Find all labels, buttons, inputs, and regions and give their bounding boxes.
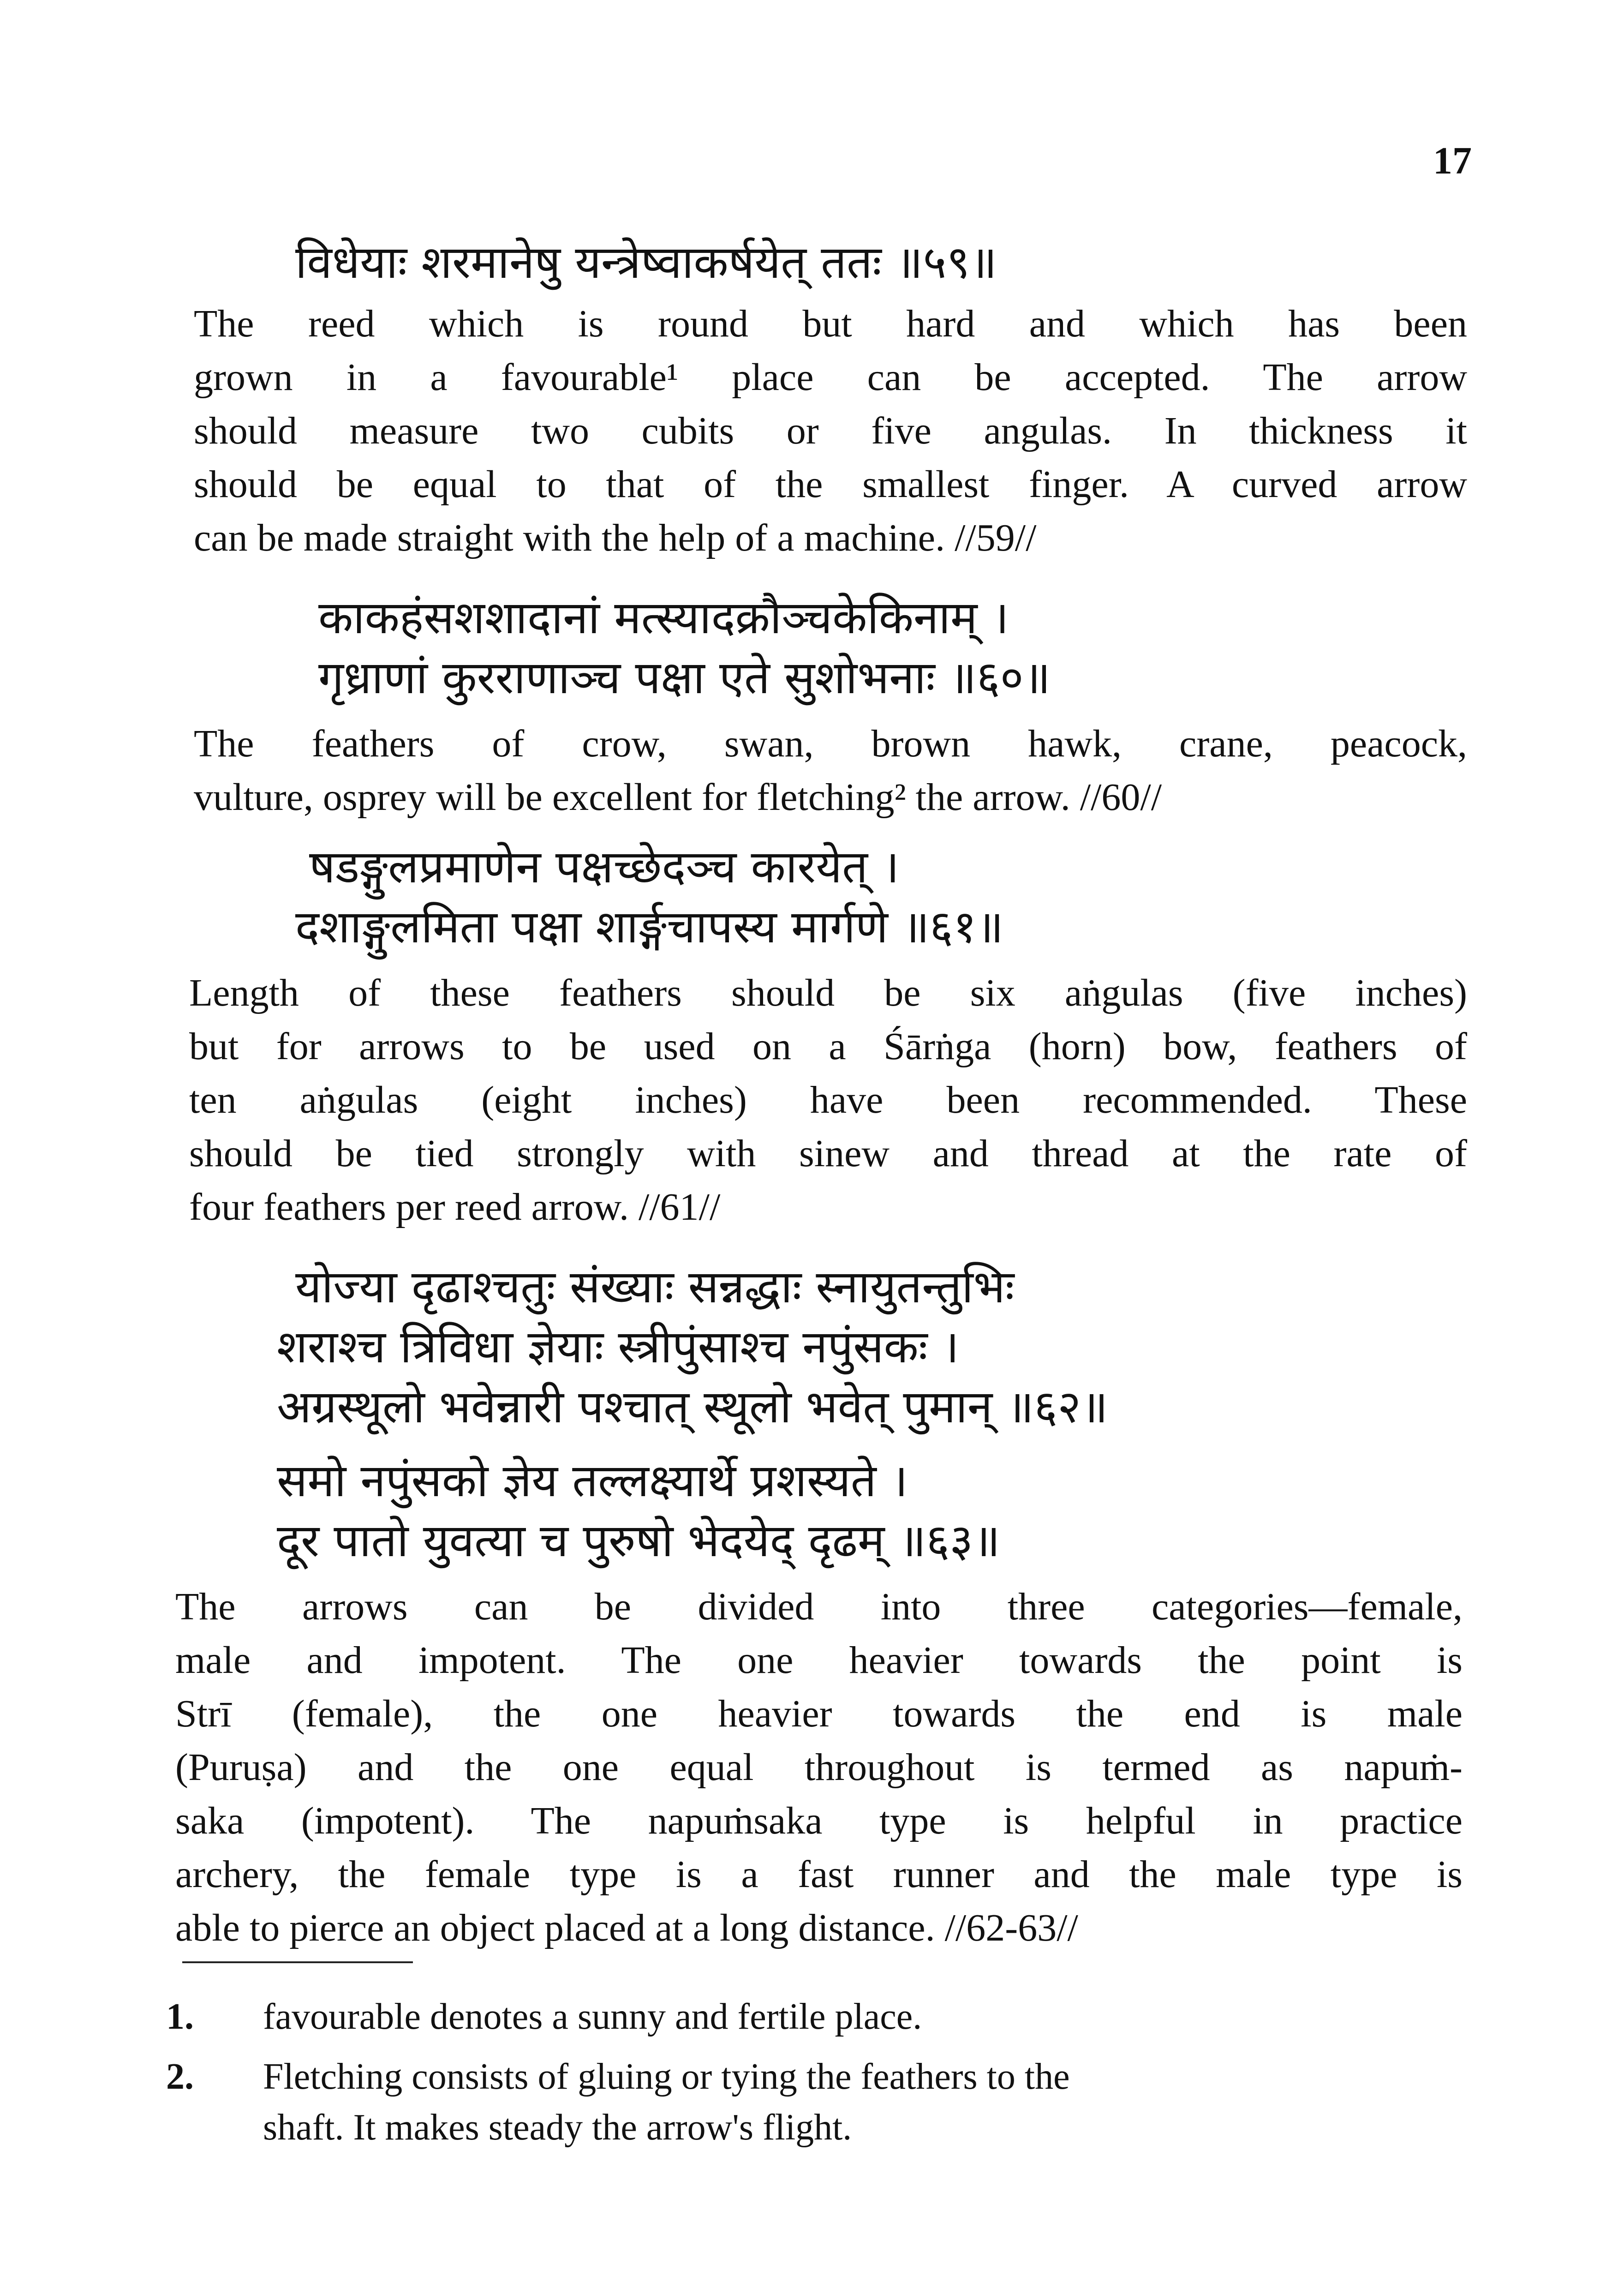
verse-60-line-1: काकहंसशशादानां मत्स्यादक्रौञ्चकेकिनाम् । [318,592,1009,644]
verse-63-line-1: समो नपुंसको ज्ञेय तल्लक्ष्यार्थे प्रशस्यते । [277,1455,908,1507]
paragraph-line: but for arrows to be used on a Śārṅga (horn) bow, feathers of [189,1025,1467,1068]
footnote-1 [166,1998,922,2035]
verse-59-end: विधेयाः शरमानेषु यन्त्रेष्वाकर्षयेत् ततः ॥५९॥ [295,236,997,289]
paragraph-61 [189,971,1467,1241]
paragraph-62-63 [175,1585,1463,1962]
paragraph-line: (Puruṣa) and the one equal throughout is termed as napuṁ- [175,1746,1463,1789]
paragraph-line: archery, the female type is a fast runner and the male type is [175,1853,1463,1896]
paragraph-line: Strī (female), the one heavier towards the end is male [175,1692,1463,1735]
footnote-number: 2. [166,2056,194,2097]
paragraph-line: grown in a favourable¹ place can be accepted. The arrow [194,356,1467,399]
paragraph-line: male and impotent. The one heavier towards the point is [175,1639,1463,1682]
verse-62-line-1: योज्या दृढाश्चतुः संख्याः सन्नद्धाः स्नायुतन्तुभिः [295,1261,1015,1313]
verse-62-line-2: शराश्च त्रिविधा ज्ञेयाः स्त्रीपुंसाश्च नपुंसकः । [277,1321,959,1373]
paragraph-59 [194,302,1467,572]
paragraph-line: saka (impotent). The napuṁsaka type is helpful in practice [175,1799,1463,1842]
paragraph-line: should be tied strongly with sinew and thread at the rate of [189,1132,1467,1175]
paragraph-line: The arrows can be divided into three categories—female, [175,1585,1463,1628]
verse-61-line-1: षडङ्गुलप्रमाणेन पक्षच्छेदञ्च कारयेत् । [309,841,900,893]
page-number: 17 [1433,139,1472,182]
verse-62-line-3: अग्रस्थूलो भवेन्नारी पश्चात् स्थूलो भवेत् पुमान् ॥६२॥ [277,1381,1108,1433]
paragraph-line: ten aṅgulas (eight inches) have been recommended. These [189,1079,1467,1121]
verse-60-line-2: गृध्राणां कुरराणाञ्च पक्षा एते सुशोभनाः ॥६०॥ [318,652,1051,704]
paragraph-line: The feathers of crow, swan, brown hawk, crane, peacock, [194,722,1467,765]
paragraph-line: able to pierce an object placed at a long distance. //62-63// [175,1906,1078,1949]
paragraph-line: four feathers per reed arrow. //61// [189,1186,721,1228]
paragraph-60 [194,722,1467,832]
paragraph-line: Length of these feathers should be six aṅgulas (five inches) [189,971,1467,1014]
paragraph-line: should measure two cubits or five angulas. In thickness it [194,409,1467,452]
paragraph-line: The reed which is round but hard and which has been [194,302,1467,345]
verse-63-line-2: दूर पातो युवत्या च पुरुषो भेदयेद् दृढम् ॥६३॥ [277,1515,1000,1567]
footnote-2 [166,2056,1070,2148]
footnote-text-continued: shaft. It makes steady the arrow's flight. [263,2107,852,2148]
paragraph-line: should be equal to that of the smallest finger. A curved arrow [194,463,1467,506]
footnote-rule [182,1961,413,1963]
paragraph-line: vulture, osprey will be excellent for fletching² the arrow. //60// [194,776,1162,819]
verse-61-line-2: दशाङ्गुलमिता पक्षा शार्ङ्गचापस्य मार्गणे ॥६१॥ [295,901,1004,953]
footnote-number: 1. [166,1996,194,2037]
footnote-text: favourable denotes a sunny and fertile place. [263,1996,922,2037]
footnote-text: Fletching consists of gluing or tying the feathers to the [263,2056,1070,2097]
paragraph-line: can be made straight with the help of a machine. //59// [194,516,1037,559]
